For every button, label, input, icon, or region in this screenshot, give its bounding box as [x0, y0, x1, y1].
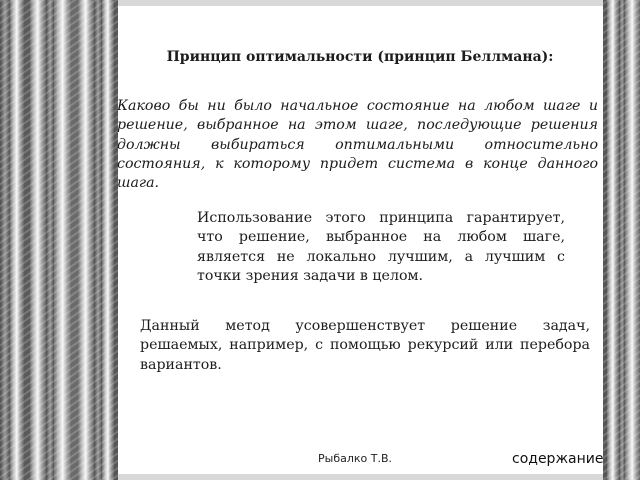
author-footer: Рыбалко Т.В. — [318, 452, 393, 465]
slide-title: Принцип оптимальности (принцип Беллмана): — [166, 49, 554, 65]
principle-usage-paragraph: Использование этого принципа гарантирует, что решение, выбранное на любом шаге, является не локально лучшим, а лучшим с точки зрения задачи в целом. — [197, 210, 565, 284]
method-description-paragraph: Данный метод усовершенствует решение задач, решаемых, например, с помощью рекурсий или перебора вариантов. — [140, 318, 590, 373]
principle-definition-paragraph: Каково бы ни было начальное состояние на любом шаге и решение, выбранное на этом шаге, последующие решения должны выбираться оптимальными относительно состояния, к которому придет система в конце данного шага. — [117, 98, 598, 192]
contents-link[interactable]: содержание — [512, 451, 604, 467]
